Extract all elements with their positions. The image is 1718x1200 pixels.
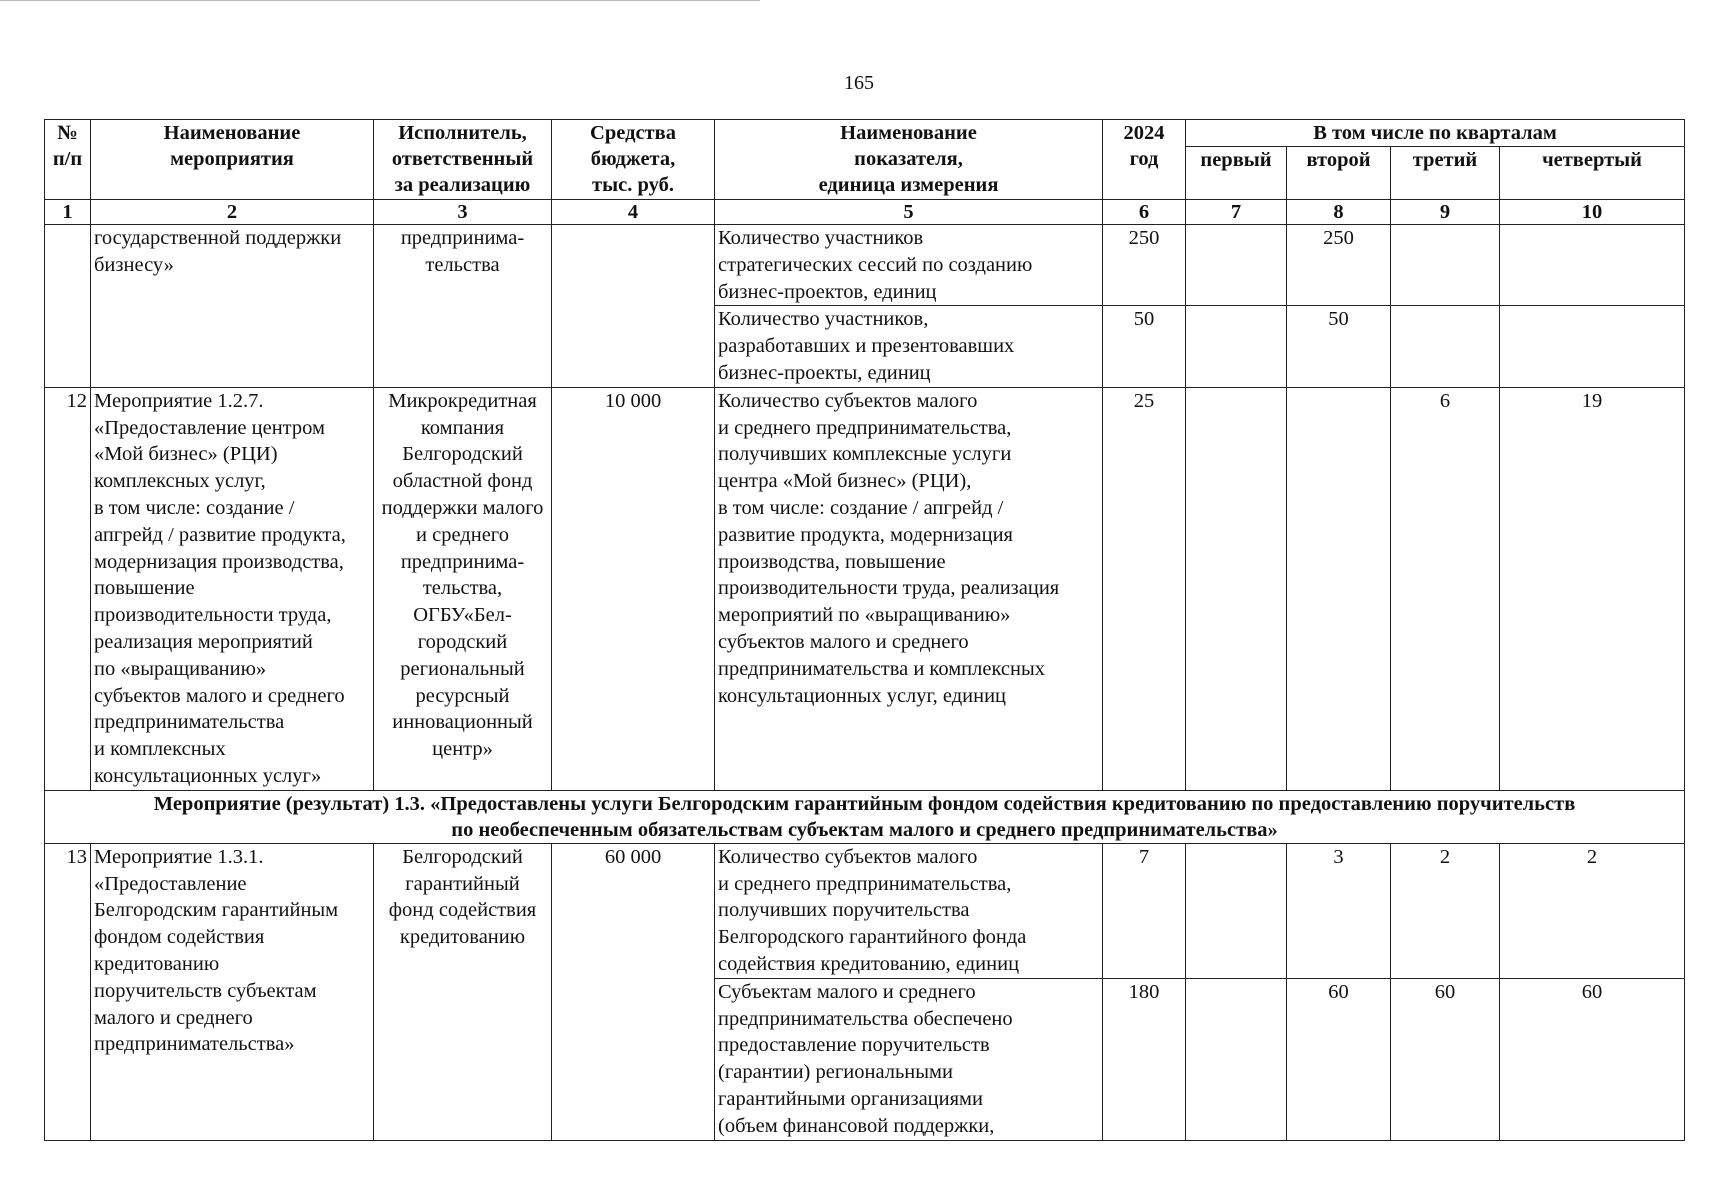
indicator-q1 bbox=[1186, 306, 1287, 387]
indicator-q1 bbox=[1186, 225, 1287, 306]
indicator-name: Количество субъектов малого и среднего предпринимательства, получивших поручительства Белгородского гарантийного фонда содействия кредитованию, единиц bbox=[715, 843, 1103, 978]
header-col-indicator: Наименование показателя, единица измерения bbox=[715, 120, 1103, 200]
measure-executor: Микрокредитная компания Белгородский областной фонд поддержки малого и среднего предпринима- тельства, ОГБУ«Бел- городский региональный ресурсный инновационный центр» bbox=[374, 387, 552, 790]
indicator-name: Количество субъектов малого и среднего предпринимательства, получивших комплексные услуги центра «Мой бизнес» (РЦИ), в том числе: создание / апгрейд / развитие продукта, модернизация производства, повышение производительности труда, реализация мероприятий по «выращиванию» субъектов малого и среднего предпринимательства и комплексных консультационных услуг, единиц bbox=[715, 387, 1103, 790]
indicator-name: Субъектам малого и среднего предпринимательства обеспечено предоставление поручительств (гарантии) региональными гарантийными организациями (объем финансовой поддержки, bbox=[715, 978, 1103, 1140]
row-number bbox=[45, 225, 91, 388]
header-q4: четвертый bbox=[1500, 147, 1685, 200]
indicator-q3 bbox=[1391, 225, 1500, 306]
table-row bbox=[45, 843, 1685, 978]
measure-budget: 60 000 bbox=[552, 843, 715, 1140]
header-row bbox=[45, 120, 1685, 147]
indicator-year: 7 bbox=[1103, 843, 1186, 978]
column-number: 5 bbox=[715, 200, 1103, 225]
indicator-q4: 19 bbox=[1500, 387, 1685, 790]
indicator-q4: 60 bbox=[1500, 978, 1685, 1140]
header-q3: третий bbox=[1391, 147, 1500, 200]
indicator-q3: 60 bbox=[1391, 978, 1500, 1140]
indicator-q2: 50 bbox=[1287, 306, 1391, 387]
indicator-q1 bbox=[1186, 843, 1287, 978]
section-heading: Мероприятие (результат) 1.3. «Предоставлены услуги Белгородским гарантийным фондом содействия кредитованию по предоставлению поручительств по необеспеченным обязательствам субъектам малого и среднего предпринимательства» bbox=[45, 790, 1685, 843]
row-number: 13 bbox=[45, 843, 91, 1140]
indicator-year: 180 bbox=[1103, 978, 1186, 1140]
measure-budget bbox=[552, 225, 715, 388]
page-number: 165 bbox=[844, 72, 874, 94]
scan-top-edge bbox=[0, 0, 760, 1]
indicator-q2: 3 bbox=[1287, 843, 1391, 978]
header-col-no: № п/п bbox=[45, 120, 91, 200]
measure-name: Мероприятие 1.3.1. «Предоставление Белгородским гарантийным фондом содействия кредитованию поручительств субъектам малого и среднего предпринимательства» bbox=[91, 843, 374, 1140]
column-number: 4 bbox=[552, 200, 715, 225]
indicator-q2: 60 bbox=[1287, 978, 1391, 1140]
header-q1: первый bbox=[1186, 147, 1287, 200]
indicator-q4 bbox=[1500, 225, 1685, 306]
section-row bbox=[45, 790, 1685, 843]
indicator-year: 250 bbox=[1103, 225, 1186, 306]
header-col-budget: Средства бюджета, тыс. руб. bbox=[552, 120, 715, 200]
header-col-name: Наименование мероприятия bbox=[91, 120, 374, 200]
measure-executor: Белгородский гарантийный фонд содействия кредитованию bbox=[374, 843, 552, 1140]
column-number: 8 bbox=[1287, 200, 1391, 225]
column-number: 6 bbox=[1103, 200, 1186, 225]
indicator-q3 bbox=[1391, 306, 1500, 387]
column-number: 9 bbox=[1391, 200, 1500, 225]
column-number-row bbox=[45, 200, 1685, 225]
measure-name: Мероприятие 1.2.7. «Предоставление центром «Мой бизнес» (РЦИ) комплексных услуг, в том числе: создание / апгрейд / развитие продукта, модернизация производства, повышение производительности труда, реализация мероприятий по «выращиванию» субъектов малого и среднего предпринимательства и комплексных консультационных услуг» bbox=[91, 387, 374, 790]
indicator-q3: 6 bbox=[1391, 387, 1500, 790]
header-col-executor: Исполнитель, ответственный за реализацию bbox=[374, 120, 552, 200]
measures-table bbox=[44, 119, 1685, 1141]
indicator-q1 bbox=[1186, 978, 1287, 1140]
row-number: 12 bbox=[45, 387, 91, 790]
indicator-name: Количество участников стратегических сессий по созданию бизнес-проектов, единиц bbox=[715, 225, 1103, 306]
indicator-q1 bbox=[1186, 387, 1287, 790]
column-number: 2 bbox=[91, 200, 374, 225]
table-row bbox=[45, 225, 1685, 306]
indicator-q2 bbox=[1287, 387, 1391, 790]
header-col-year: 2024 год bbox=[1103, 120, 1186, 200]
header-col-quarters: В том числе по кварталам bbox=[1186, 120, 1685, 147]
indicator-year: 25 bbox=[1103, 387, 1186, 790]
indicator-q4 bbox=[1500, 306, 1685, 387]
indicator-q2: 250 bbox=[1287, 225, 1391, 306]
measure-name: государственной поддержки бизнесу» bbox=[91, 225, 374, 388]
table-row bbox=[45, 387, 1685, 790]
indicator-q4: 2 bbox=[1500, 843, 1685, 978]
header-q2: второй bbox=[1287, 147, 1391, 200]
measure-executor: предпринима- тельства bbox=[374, 225, 552, 388]
measure-budget: 10 000 bbox=[552, 387, 715, 790]
column-number: 3 bbox=[374, 200, 552, 225]
column-number: 1 bbox=[45, 200, 91, 225]
indicator-name: Количество участников, разработавших и презентовавших бизнес-проекты, единиц bbox=[715, 306, 1103, 387]
column-number: 7 bbox=[1186, 200, 1287, 225]
indicator-year: 50 bbox=[1103, 306, 1186, 387]
indicator-q3: 2 bbox=[1391, 843, 1500, 978]
column-number: 10 bbox=[1500, 200, 1685, 225]
